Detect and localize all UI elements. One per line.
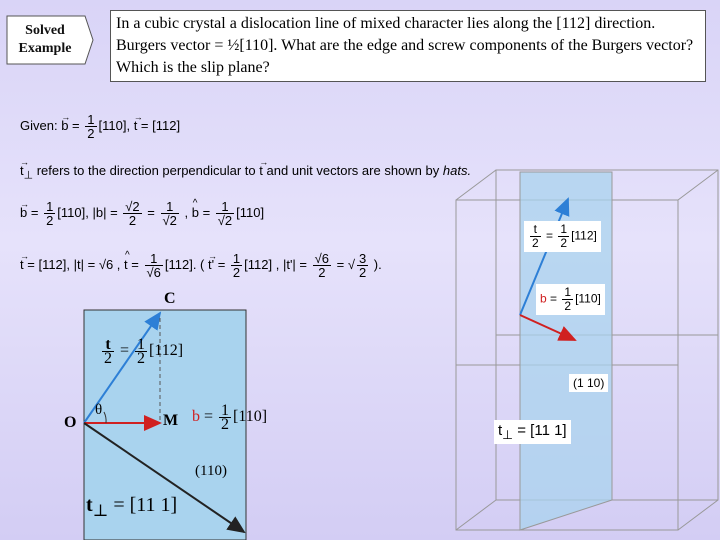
b-vec: → b [20, 205, 27, 221]
t-vec: → t [20, 257, 24, 273]
given-line: Given: → b = $\frac{1}{2}$ [110], → t = [112] [20, 113, 180, 140]
t-vector-symbol: → t [134, 118, 138, 134]
bhat: ^ b [192, 205, 199, 221]
b-fraction: $\frac{1}{2}$ [87, 112, 95, 141]
right-b-label: b = $\frac{1}{2}$ [110] [536, 284, 605, 315]
tprime-dir: [112] , [244, 256, 280, 272]
plane-110-left-label: (110) [195, 463, 227, 479]
point-o-label: O [64, 414, 77, 431]
t-equation-line: → t = [112], |t| = √6 , ^ t = $\frac{1}{√6}$ [112]. ( → t' = $\frac{1}{2}$ [112] , |t'| = $\frac{√6}{2}$ = √ $\frac{3}{2}$ ). [20, 252, 382, 279]
b-direction: [110] [98, 117, 127, 133]
tag-line2: Example [18, 41, 72, 56]
that-dir: [112]. [164, 256, 197, 272]
tprime-sqrt-frac: $\frac{3}{2}$ [358, 251, 367, 280]
theta-label: θ [95, 402, 103, 418]
babs-frac: $\frac{√2}{2}$ [125, 199, 140, 228]
tprime-abs-frac: $\frac{√6}{2}$ [314, 251, 329, 280]
tprime-frac: $\frac{1}{2}$ [232, 251, 241, 280]
tprime: → t' [208, 257, 214, 273]
t-half-label: $\frac{t}{2}$ = $\frac{1}{2}$ [112] [104, 336, 184, 367]
bhat-dir: [110] [236, 204, 265, 220]
b-vector-symbol: → b [61, 118, 68, 134]
hats-word: hats. [442, 163, 472, 178]
perp-text1: refers to the direction perpendicular to [36, 163, 256, 178]
point-c-label: C [164, 290, 176, 307]
that-frac: $\frac{1}{√6}$ [146, 251, 161, 280]
question-box: In a cubic crystal a dislocation line of mixed character lies along the [112] direction. Burgers vector = ½[110]. What are the edge and screw components of the Burgers vector? Which is the slip plane? [110, 10, 706, 82]
perp-text2: and unit vectors are shown by [266, 163, 440, 178]
given-label: Given: [20, 117, 58, 133]
babs-frac2: $\frac{1}{√2}$ [162, 199, 177, 228]
right-plane-label: (1 10) [569, 374, 608, 392]
b-frac: $\frac{1}{2}$ [46, 199, 54, 228]
b-dir: [110] [57, 204, 86, 220]
right-tperp-label: $t_\perp = [11$ 1] [494, 420, 571, 444]
t-symbol: → t [259, 163, 263, 179]
tag-line1: Solved [25, 23, 65, 38]
b-half-label: b = $\frac{1}{2}$ [110] [192, 402, 268, 433]
tperp-left-label: $t_\perp = [11$ 1] [86, 494, 178, 520]
bhat-frac: $\frac{1}{√2}$ [217, 199, 233, 228]
b-equation-line: → b = $\frac{1}{2}$ [110], |b| = $\frac{√2}{2}$ = $\frac{1}{√2}$ , ^ b = $\frac{1}{√2}$ [110] [20, 200, 264, 227]
that: ^ t [124, 257, 128, 273]
t-dir: [112] [38, 256, 67, 272]
b-abs: |b| = [92, 204, 118, 220]
point-m-label: M [163, 412, 179, 429]
right-t-label: $\frac{t}{2}$ = $\frac{1}{2}$ [112] [524, 221, 601, 252]
t-direction: [112] [152, 117, 181, 133]
t-abs: |t| = √6 , [73, 256, 121, 272]
tperp-symbol: → $t_\perp$ [20, 163, 33, 184]
